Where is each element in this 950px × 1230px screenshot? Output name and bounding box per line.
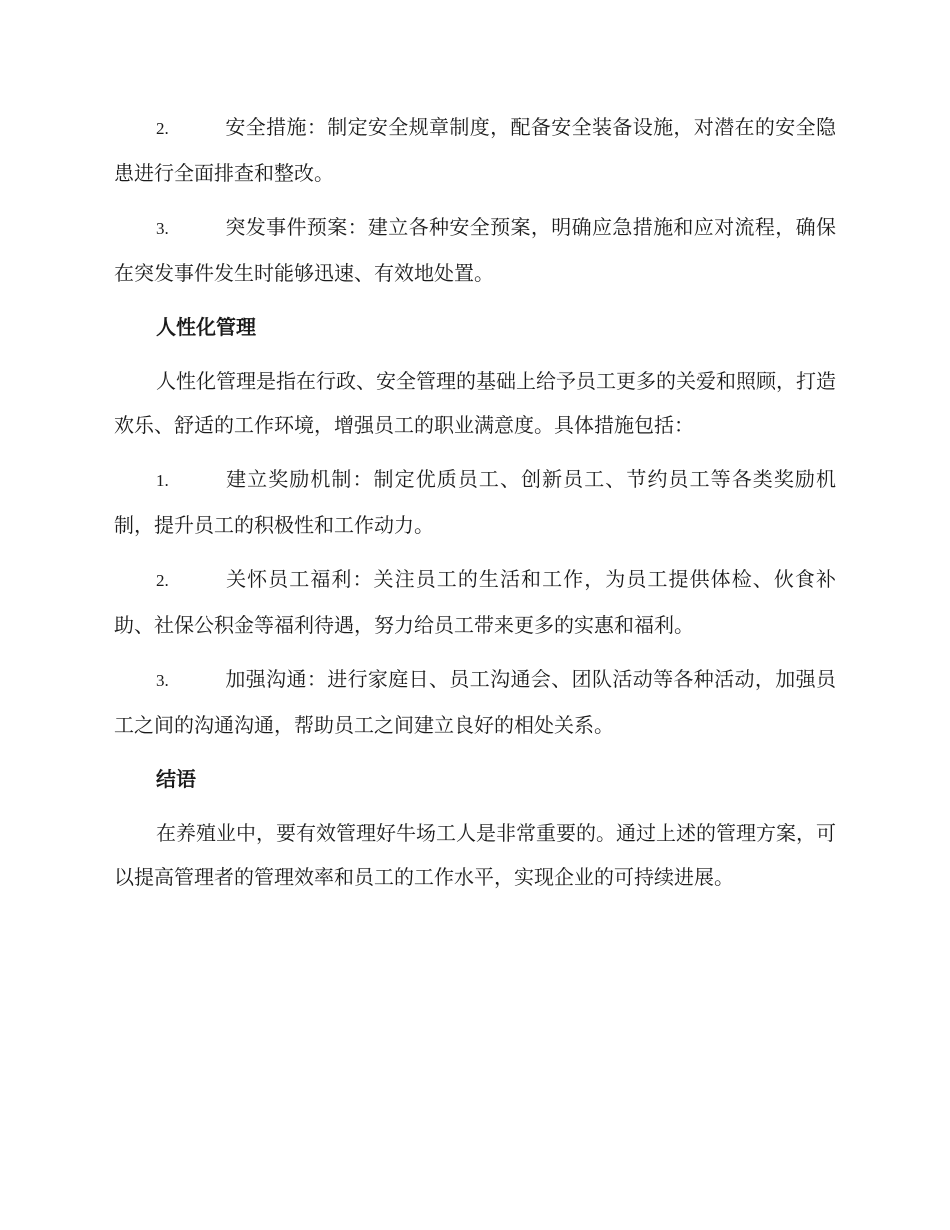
list-item-text: 安全措施：制定安全规章制度，配备安全装备设施，对潜在的安全隐患进行全面排查和整改。 (114, 115, 836, 185)
document-body (114, 105, 836, 909)
list-item-number: 2. (156, 571, 169, 590)
section-heading-conclusion: 结语 (156, 767, 196, 791)
list-item-number: 1. (156, 471, 169, 490)
list-item (114, 105, 836, 195)
list-item-text: 突发事件预案：建立各种安全预案，明确应急措施和应对流程，确保在突发事件发生时能够迅速、有效地处置。 (114, 215, 836, 285)
list-item-text: 加强沟通：进行家庭日、员工沟通会、团队活动等各种活动，加强员工之间的沟通沟通，帮助员工之间建立良好的相处关系。 (114, 667, 836, 737)
humane-intro-paragraph: 人性化管理是指在行政、安全管理的基础上给予员工更多的关爱和照顾，打造欢乐、舒适的工作环境，增强员工的职业满意度。具体措施包括： (114, 369, 836, 437)
conclusion-paragraph: 在养殖业中，要有效管理好牛场工人是非常重要的。通过上述的管理方案，可以提高管理者的管理效率和员工的工作水平，实现企业的可持续进展。 (114, 821, 836, 889)
list-item-number: 3. (156, 219, 169, 238)
list-item-text: 关怀员工福利：关注员工的生活和工作，为员工提供体检、伙食补助、社保公积金等福利待遇，努力给员工带来更多的实惠和福利。 (114, 567, 836, 637)
section-heading-humane-management: 人性化管理 (156, 315, 256, 339)
list-item-number: 3. (156, 671, 169, 690)
list-item (114, 457, 836, 547)
list-item-text: 建立奖励机制：制定优质员工、创新员工、节约员工等各类奖励机制，提升员工的积极性和工作动力。 (114, 467, 836, 537)
list-item (114, 557, 836, 647)
list-item (114, 657, 836, 747)
list-item (114, 205, 836, 295)
list-item-number: 2. (156, 119, 169, 138)
